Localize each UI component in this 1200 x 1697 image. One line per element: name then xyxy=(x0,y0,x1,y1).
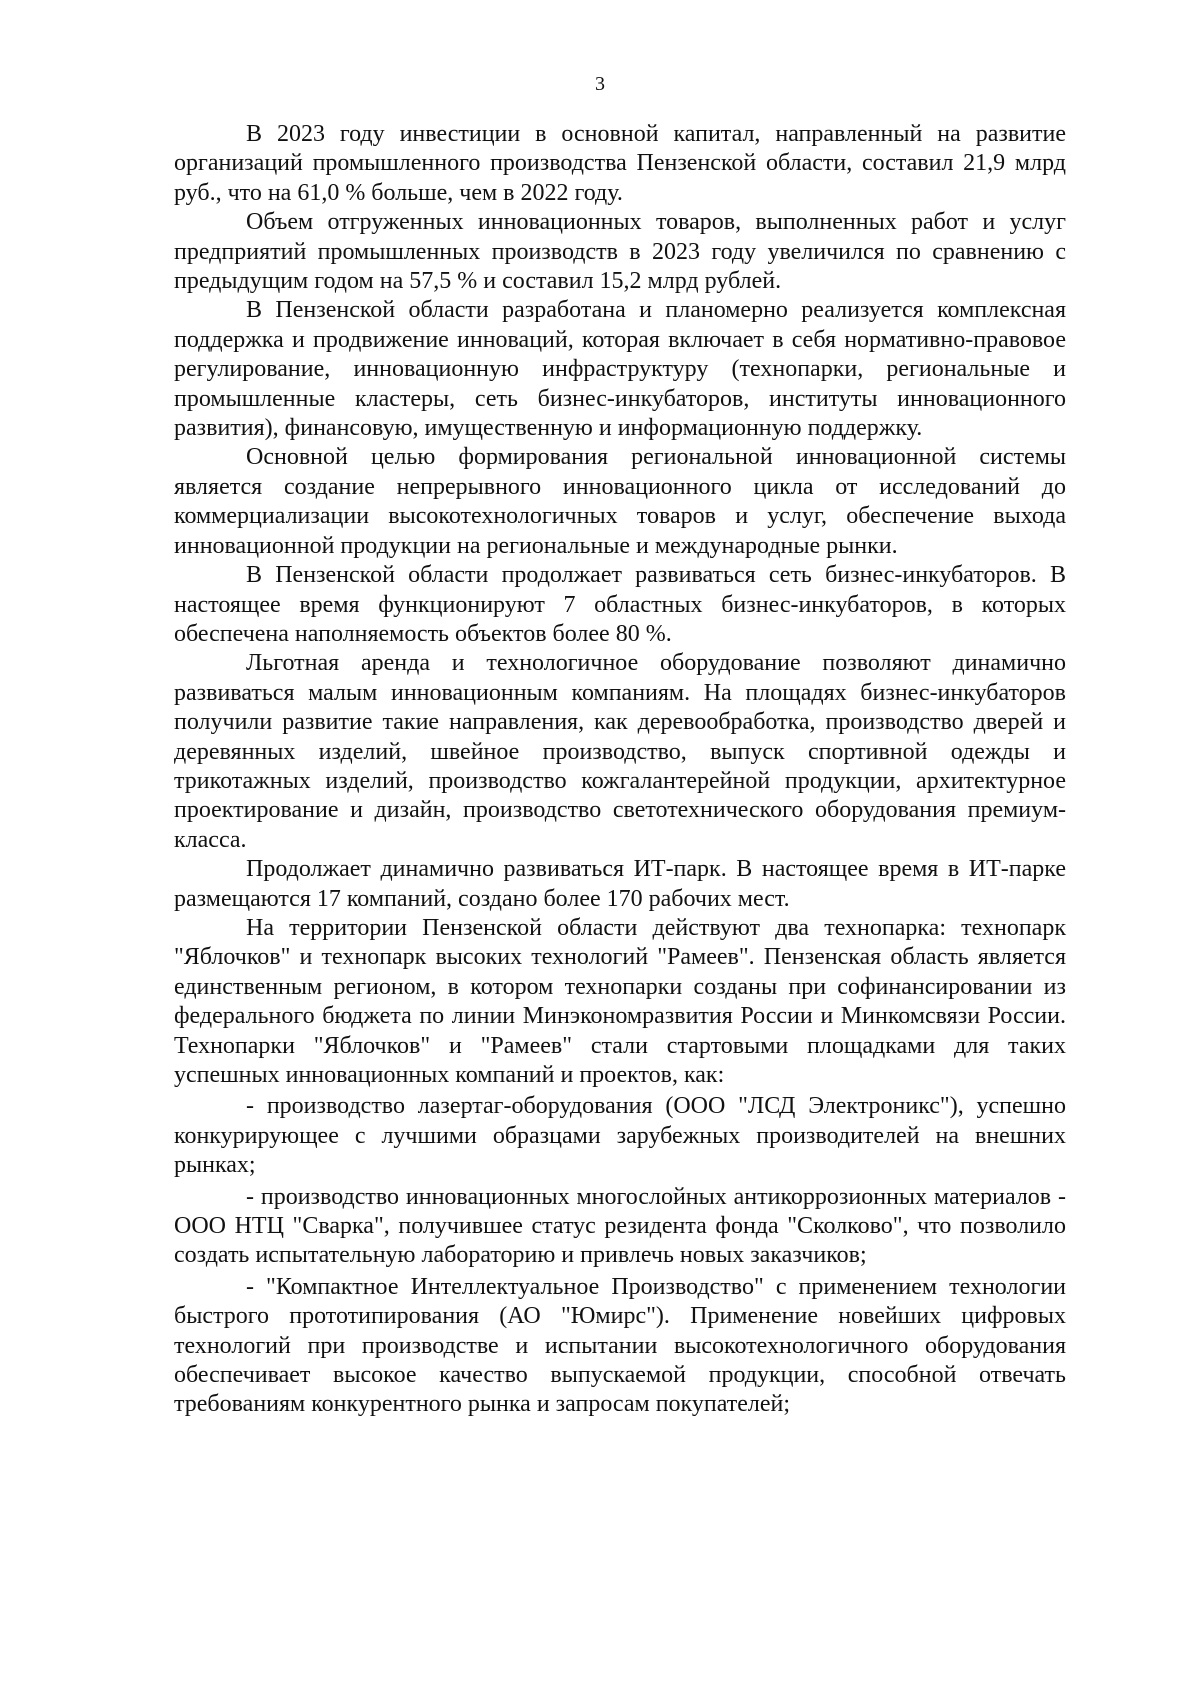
paragraph-innovation-system-goal: Основной целью формирования региональной инновационной системы является создание непрерывного инновационного цикла от исследований до коммерциализации высокотехнологичных товаров и услуг, обеспечение выхода инновационной продукции на региональные и международные рынки. xyxy=(174,444,1066,559)
list-item-anticorrosion: - производство инновационных многослойных антикоррозионных материалов - ООО НТЦ "Сварка", получившее статус резидента фонда "Сколково", что позволило создать испытательную лабораторию и привлечь новых заказчиков; xyxy=(174,1183,1066,1269)
paragraph-innovation-support: В Пензенской области разработана и планомерно реализуется комплексная поддержка и продвижение инноваций, которая включает в себя нормативно-правовое регулирование, инновационную инфраструктуру (технопарки, региональные и промышленные кластеры, сеть бизнес-инкубаторов, институты инновационного развития), финансовую, имущественную и информационную поддержку. xyxy=(174,297,1066,442)
paragraph-it-park: Продолжает динамично развиваться ИТ-парк. В настоящее время в ИТ-парке размещаются 17 компаний, создано более 170 рабочих мест. xyxy=(174,856,1066,912)
page-number: 3 xyxy=(595,73,605,95)
paragraph-investments: В 2023 году инвестиции в основной капитал, направленный на развитие организаций промышленного производства Пензенской области, составил 21,9 млрд руб., что на 61,0 % больше, чем в 2022 году. xyxy=(174,121,1066,206)
paragraph-technoparks: На территории Пензенской области действуют два технопарка: технопарк "Яблочков" и технопарк высоких технологий "Рамеев". Пензенская область является единственным регионом, в котором технопарки созданы при софинансировании из федерального бюджета по линии Минэкономразвития России и Минкомсвязи России. Технопарки "Яблочков" и "Рамеев" стали стартовыми площадками для таких успешных инновационных компаний и проектов, как: xyxy=(174,914,1066,1088)
paragraph-preferential-rent: Льготная аренда и технологичное оборудование позволяют динамично развиваться малым инновационным компаниям. На площадях бизнес-инкубаторов получили развитие такие направления, как деревообработка, производство дверей и деревянных изделий, швейное производство, выпуск спортивной одежды и трикотажных изделий, производство кожгалантерейной продукции, архитектурное проектирование и дизайн, производство светотехнического оборудования премиум-класса. xyxy=(174,650,1066,853)
document-body xyxy=(174,120,1066,1420)
paragraph-business-incubators: В Пензенской области продолжает развиваться сеть бизнес-инкубаторов. В настоящее время функционируют 7 областных бизнес-инкубаторов, в которых обеспечена наполняемость объектов более 80 %. xyxy=(174,562,1066,647)
list-item-compact-production: - "Компактное Интеллектуальное Производство" с применением технологии быстрого прототипирования (АО "Юмирс"). Применение новейших цифровых технологий при производстве и испытании высокотехнологичного оборудования обеспечивает высокое качество выпускаемой продукции, способной отвечать требованиям конкурентного рынка и запросам покупателей; xyxy=(174,1273,1066,1418)
list-item-lasertag: - производство лазертаг-оборудования (ООО "ЛСД Электроникс"), успешно конкурирующее с лучшими образцами зарубежных производителей на внешних рынках; xyxy=(174,1093,1066,1179)
paragraph-innovative-goods: Объем отгруженных инновационных товаров, выполненных работ и услуг предприятий промышленных производств в 2023 году увеличился по сравнению с предыдущим годом на 57,5 % и составил 15,2 млрд рублей. xyxy=(174,209,1066,295)
